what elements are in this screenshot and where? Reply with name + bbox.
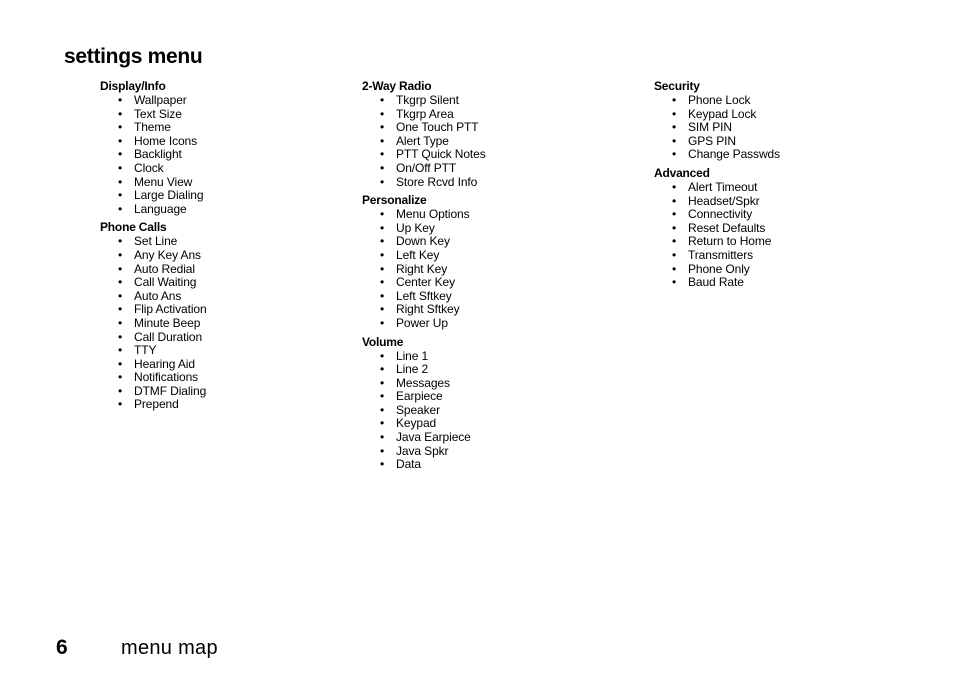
bullet-icon: • [118,188,123,203]
menu-section [362,193,622,330]
menu-item [100,176,360,190]
bullet-icon: • [380,207,385,222]
menu-item [100,331,360,345]
menu-item [100,276,360,290]
menu-item-label: Hearing Aid [134,356,195,371]
menu-item [100,235,360,249]
menu-item-label: On/Off PTT [396,160,457,175]
bullet-icon: • [380,147,385,162]
menu-item-label: Any Key Ans [134,247,201,262]
menu-item [100,303,360,317]
menu-item [100,398,360,412]
menu-item-label: Left Key [396,247,440,262]
menu-item [100,189,360,203]
bullet-icon: • [672,147,677,162]
bullet-icon: • [380,457,385,472]
bullet-icon: • [118,302,123,317]
menu-item [654,135,914,149]
menu-item [100,249,360,263]
bullet-icon: • [380,362,385,377]
menu-item-list [654,94,914,162]
menu-item [654,235,914,249]
menu-item-label: SIM PIN [688,120,732,135]
menu-section [362,335,622,472]
menu-item [654,181,914,195]
menu-item-label: GPS PIN [688,133,736,148]
bullet-icon: • [380,160,385,175]
bullet-icon: • [118,234,123,249]
menu-item [654,263,914,277]
section-heading: Personalize [362,193,427,208]
menu-item-label: Minute Beep [134,315,201,330]
menu-item [362,263,622,277]
menu-item-label: TTY [134,343,157,358]
menu-item [362,458,622,472]
bullet-icon: • [118,147,123,162]
menu-item-label: Clock [134,160,164,175]
bullet-icon: • [380,106,385,121]
menu-column-3 [654,79,914,294]
bullet-icon: • [118,383,123,398]
bullet-icon: • [118,275,123,290]
menu-item [362,121,622,135]
menu-item-label: Data [396,457,421,472]
menu-item [362,94,622,108]
menu-item-label: Menu View [134,174,193,189]
menu-item-label: Keypad Lock [688,106,757,121]
menu-item-label: Prepend [134,397,179,412]
section-heading: Security [654,79,700,93]
menu-item-list [100,94,360,216]
menu-item-label: Center Key [396,275,456,290]
menu-item [654,276,914,290]
menu-item [362,235,622,249]
menu-item [100,371,360,385]
menu-item-label: Large Dialing [134,188,204,203]
menu-section [654,166,914,290]
menu-item-label: Flip Activation [134,302,207,317]
menu-item-label: Messages [396,375,450,390]
menu-item [362,176,622,190]
menu-item [362,222,622,236]
bullet-icon: • [118,174,123,189]
bullet-icon: • [118,247,123,262]
menu-item-label: Down Key [396,234,450,249]
menu-item-label: Backlight [134,147,182,162]
menu-item-label: Up Key [396,220,435,235]
menu-item [100,135,360,149]
section-heading: Volume [362,334,404,349]
menu-item-label: Store Rcvd Info [396,174,478,189]
menu-item [362,445,622,459]
menu-item-label: Text Size [134,106,182,121]
menu-item [654,94,914,108]
section-label: menu map [121,637,218,659]
menu-item [362,417,622,431]
menu-column-1 [100,79,360,416]
menu-item-label: Phone Only [688,261,750,276]
bullet-icon: • [118,133,123,148]
bullet-icon: • [380,402,385,417]
menu-item [100,108,360,122]
bullet-icon: • [380,315,385,330]
bullet-icon: • [118,201,123,216]
menu-item-label: Alert Type [396,133,449,148]
bullet-icon: • [672,193,677,208]
menu-item [100,162,360,176]
menu-item [362,431,622,445]
bullet-icon: • [118,370,123,385]
menu-item-label: Line 1 [396,348,429,363]
menu-item [100,94,360,108]
bullet-icon: • [118,397,123,412]
menu-item [100,385,360,399]
bullet-icon: • [672,120,677,135]
menu-item-label: Headset/Spkr [688,193,760,208]
bullet-icon: • [118,261,123,276]
menu-item-list [362,350,622,472]
menu-item-label: Tkgrp Area [396,106,454,121]
menu-item-label: Left Sftkey [396,288,452,303]
bullet-icon: • [672,93,677,107]
menu-item [654,222,914,236]
menu-item [362,108,622,122]
menu-item-label: Earpiece [396,389,443,404]
bullet-icon: • [380,93,385,107]
menu-item [654,148,914,162]
bullet-icon: • [118,288,123,303]
menu-item-label: Power Up [396,315,448,330]
menu-item-label: Call Waiting [134,275,197,290]
section-heading: Display/Info [100,79,166,93]
menu-item [362,404,622,418]
menu-item [362,303,622,317]
menu-item [362,317,622,331]
menu-item [362,276,622,290]
menu-item [362,350,622,364]
menu-item [100,290,360,304]
menu-column-2 [362,79,622,476]
menu-item [362,135,622,149]
menu-item-label: Set Line [134,234,178,249]
menu-item-label: Notifications [134,370,199,385]
page-number: 6 [56,636,68,659]
bullet-icon: • [672,133,677,148]
bullet-icon: • [672,261,677,276]
bullet-icon: • [118,343,123,358]
bullet-icon: • [380,302,385,317]
menu-item-label: Wallpaper [134,93,187,107]
menu-item-label: Auto Redial [134,261,195,276]
menu-item-label: Phone Lock [688,93,751,107]
menu-item-label: Line 2 [396,362,429,377]
bullet-icon: • [380,375,385,390]
menu-item [362,249,622,263]
menu-item-label: Reset Defaults [688,220,766,235]
menu-item-label: Return to Home [688,234,772,249]
bullet-icon: • [118,356,123,371]
menu-item [654,121,914,135]
bullet-icon: • [380,133,385,148]
bullet-icon: • [118,329,123,344]
bullet-icon: • [380,120,385,135]
section-heading: 2-Way Radio [362,79,432,93]
menu-section [362,79,622,189]
menu-item-label: Keypad [396,416,437,431]
menu-item-label: Transmitters [688,247,754,262]
menu-item [100,121,360,135]
bullet-icon: • [380,348,385,363]
menu-section [654,79,914,162]
bullet-icon: • [118,93,123,107]
menu-item-list [362,208,622,330]
bullet-icon: • [380,443,385,458]
menu-item-label: Connectivity [688,207,753,222]
menu-item [362,290,622,304]
menu-item [654,108,914,122]
menu-item-label: Speaker [396,402,440,417]
menu-item-label: PTT Quick Notes [396,147,486,162]
page-title: settings menu [64,45,203,68]
menu-item-list [654,181,914,290]
bullet-icon: • [380,389,385,404]
menu-item-label: Menu Options [396,207,470,222]
menu-item [362,390,622,404]
menu-item [100,203,360,217]
menu-item-label: Java Spkr [396,443,449,458]
menu-item [100,344,360,358]
bullet-icon: • [380,416,385,431]
menu-item [100,317,360,331]
menu-item-label: Theme [134,120,171,135]
section-heading: Phone Calls [100,220,167,235]
menu-item [654,208,914,222]
menu-section [100,220,360,412]
menu-item [100,148,360,162]
menu-item-label: DTMF Dialing [134,383,207,398]
menu-item [100,263,360,277]
menu-item [362,377,622,391]
menu-item-label: Tkgrp Silent [396,93,459,107]
menu-item-label: Home Icons [134,133,198,148]
menu-item-list [100,235,360,412]
menu-item [654,249,914,263]
bullet-icon: • [380,261,385,276]
menu-item-label: Auto Ans [134,288,182,303]
bullet-icon: • [672,179,677,194]
bullet-icon: • [380,174,385,189]
bullet-icon: • [672,234,677,249]
menu-item-label: Language [134,201,187,216]
menu-item-label: Call Duration [134,329,203,344]
menu-item-label: One Touch PTT [396,120,479,135]
menu-item [362,208,622,222]
menu-item-label: Right Sftkey [396,302,460,317]
menu-item [362,162,622,176]
menu-item-label: Baud Rate [688,275,744,290]
menu-item [362,363,622,377]
menu-item [362,148,622,162]
bullet-icon: • [380,288,385,303]
bullet-icon: • [672,220,677,235]
menu-item-label: Java Earpiece [396,430,471,445]
menu-item-label: Right Key [396,261,448,276]
bullet-icon: • [380,430,385,445]
bullet-icon: • [380,247,385,262]
menu-item [100,358,360,372]
bullet-icon: • [672,207,677,222]
bullet-icon: • [118,160,123,175]
bullet-icon: • [380,220,385,235]
menu-item [654,195,914,209]
menu-section [100,79,360,216]
bullet-icon: • [672,247,677,262]
bullet-icon: • [118,120,123,135]
menu-item-label: Alert Timeout [688,179,758,194]
section-heading: Advanced [654,165,710,180]
bullet-icon: • [380,275,385,290]
bullet-icon: • [672,106,677,121]
menu-item-list [362,94,622,189]
menu-item-label: Change Passwds [688,147,780,162]
bullet-icon: • [118,315,123,330]
bullet-icon: • [380,234,385,249]
bullet-icon: • [118,106,123,121]
bullet-icon: • [672,275,677,290]
